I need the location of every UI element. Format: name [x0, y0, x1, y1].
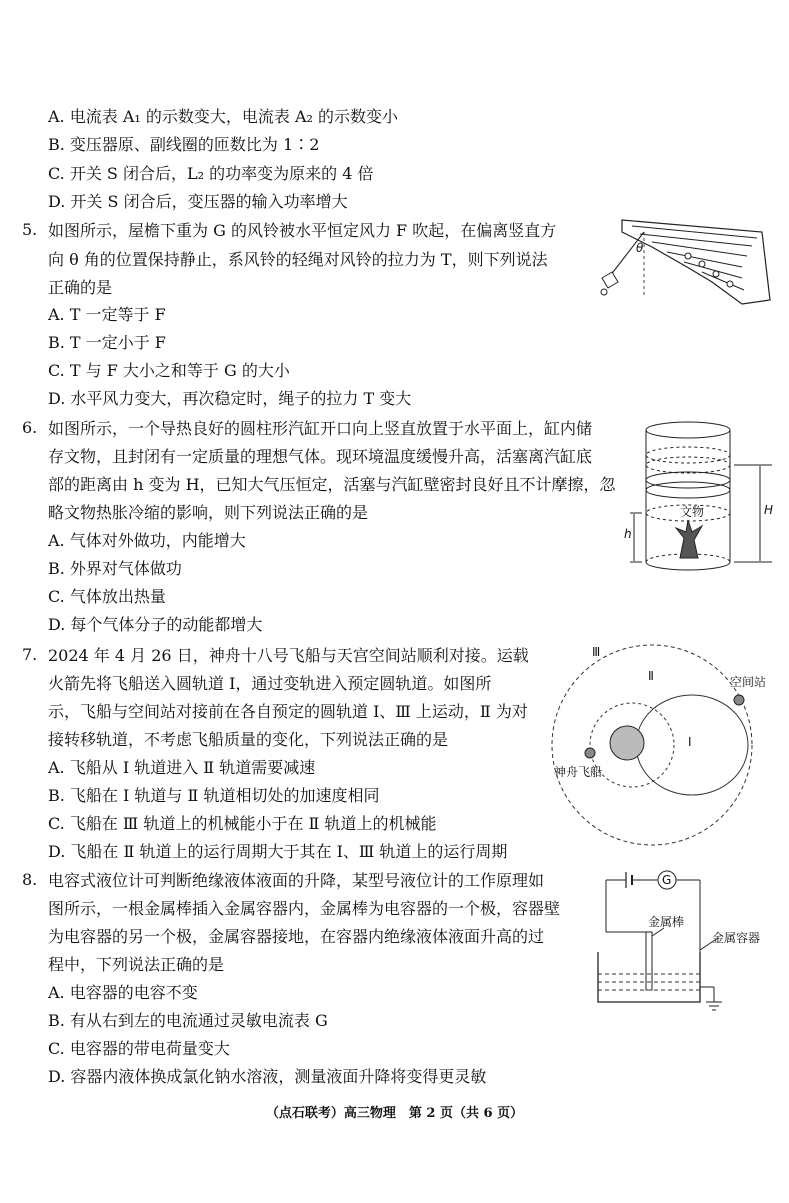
spacecraft-label: 神舟飞船: [554, 765, 603, 779]
q7-stem-line: 2024 年 4 月 26 日，神舟十八号飞船与天宫空间站顺利对接。运载: [48, 646, 529, 665]
q7-stem-line: 接转移轨道，不考虑飞船质量的变化，下列说法正确的是: [48, 730, 449, 749]
q5-option-a: A. T 一定等于 F: [48, 305, 166, 324]
galvanometer-label: G: [662, 873, 672, 887]
H-label: H: [764, 503, 774, 517]
q8-stem-line: 电容式液位计可判断绝缘液体液面的升降，某型号液位计的工作原理如: [48, 871, 545, 890]
q6-cylinder-figure: [624, 420, 780, 580]
q5-option-b: B. T 一定小于 F: [48, 333, 166, 352]
q6-stem-line: 存文物，且封闭有一定质量的理想气体。现环境温度缓慢升高，活塞离汽缸底: [48, 447, 593, 466]
q6-stem-line: 略文物热胀冷缩的影响，则下列说法正确的是: [48, 503, 369, 522]
page-footer: （点石联考）高三物理 第 2 页（共 6 页）: [265, 1106, 524, 1121]
q5-number: 5.: [22, 220, 38, 239]
q5-wind-chime-figure: [592, 212, 782, 312]
q6-stem-line: 如图所示，一个导热良好的圆柱形汽缸开口向上竖直放置于水平面上，缸内储: [48, 419, 593, 438]
theta-label: θ: [636, 241, 644, 255]
orbit-1-label: Ⅰ: [688, 735, 692, 749]
q5-stem-line: 如图所示，屋檐下重为 G 的风铃被水平恒定风力 F 吹起，在偏离竖直方: [48, 221, 557, 240]
q4-option-c: C. 开关 S 闭合后，L₂ 的功率变为原来的 4 倍: [48, 164, 374, 183]
q6-option-b: B. 外界对气体做功: [48, 559, 182, 578]
q6-option-d: D. 每个气体分子的动能都增大: [48, 615, 263, 634]
q7-option-b: B. 飞船在 Ⅰ 轨道与 Ⅱ 轨道相切处的加速度相同: [48, 786, 380, 805]
q5-option-d: D. 水平风力变大，再次稳定时，绳子的拉力 T 变大: [48, 389, 412, 408]
q6-option-c: C. 气体放出热量: [48, 587, 166, 606]
q7-stem-line: 示，飞船与空间站对接前在各自预定的圆轨道 Ⅰ、Ⅲ 上运动，Ⅱ 为对: [48, 702, 528, 721]
q8-number: 8.: [22, 870, 38, 889]
metal-container-label: 金属容器: [712, 931, 761, 945]
q7-option-a: A. 飞船从 Ⅰ 轨道进入 Ⅱ 轨道需要减速: [48, 758, 316, 777]
q6-option-a: A. 气体对外做功，内能增大: [48, 531, 246, 550]
orbit-3-label: Ⅲ: [592, 645, 601, 659]
q4-option-a: A. 电流表 A₁ 的示数变大，电流表 A₂ 的示数变小: [48, 107, 399, 126]
q7-option-c: C. 飞船在 Ⅲ 轨道上的机械能小于在 Ⅱ 轨道上的机械能: [48, 814, 437, 833]
q4-option-b: B. 变压器原、副线圈的匝数比为 1∶2: [48, 135, 320, 154]
q8-option-a: A. 电容器的电容不变: [48, 983, 198, 1002]
q7-number: 7.: [22, 645, 38, 664]
q5-option-c: C. T 与 F 大小之和等于 G 的大小: [48, 361, 290, 380]
h-label: h: [624, 527, 632, 541]
q8-option-b: B. 有从右到左的电流通过灵敏电流表 G: [48, 1011, 328, 1030]
q5-stem-line: 正确的是: [48, 278, 113, 297]
q8-level-meter-figure: [592, 862, 782, 1012]
q8-stem-line: 程中，下列说法正确的是: [48, 955, 225, 974]
metal-rod-label: 金属棒: [648, 915, 685, 929]
q7-stem-line: 火箭先将飞船送入圆轨道 Ⅰ，通过变轨进入预定圆轨道。如图所: [48, 674, 492, 693]
q8-option-c: C. 电容器的带电荷量变大: [48, 1039, 230, 1058]
q6-stem-line: 部的距离由 h 变为 H，已知大气压恒定，活塞与汽缸壁密封良好且不计摩擦，忽: [48, 475, 616, 494]
q4-option-d: D. 开关 S 闭合后，变压器的输入功率增大: [48, 192, 348, 211]
q5-stem-line: 向 θ 角的位置保持静止，系风铃的轻绳对风铃的拉力为 T，则下列说法: [48, 250, 548, 269]
space-station-label: 空间站: [730, 675, 767, 689]
q8-stem-line: 为电容器的另一个极，金属容器接地，在容器内绝缘液体液面升高的过: [48, 927, 545, 946]
q7-orbit-figure: [552, 640, 782, 860]
q7-option-d: D. 飞船在 Ⅱ 轨道上的运行周期大于其在 Ⅰ、Ⅲ 轨道上的运行周期: [48, 842, 508, 861]
q6-number: 6.: [22, 418, 38, 437]
relic-label: 文物: [680, 505, 705, 519]
q8-stem-line: 图所示，一根金属棒插入金属容器内，金属棒为电容器的一个极，容器壁: [48, 899, 561, 918]
orbit-2-label: Ⅱ: [648, 669, 654, 683]
q8-option-d: D. 容器内液体换成氯化钠水溶液，测量液面升降将变得更灵敏: [48, 1067, 487, 1086]
